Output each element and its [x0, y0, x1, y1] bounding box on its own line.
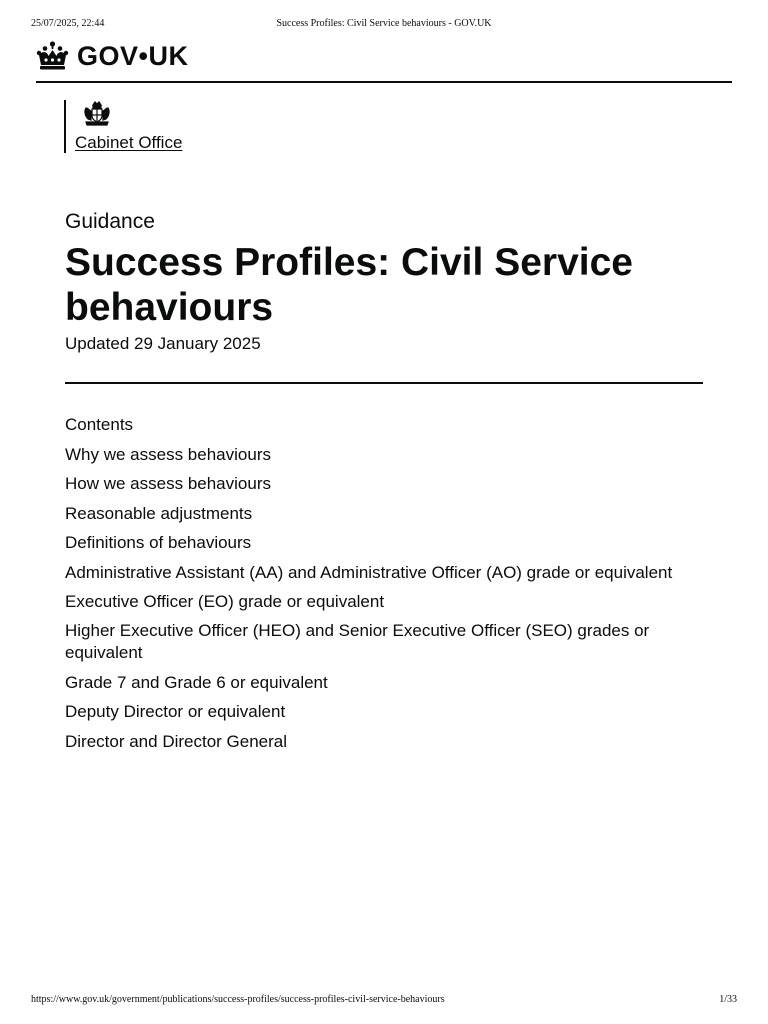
contents-link-heo-seo[interactable]: Higher Executive Officer (HEO) and Senior Executive Officer (SEO) grades or equivalent — [65, 621, 650, 663]
contents-item — [65, 532, 685, 554]
contents-link-director-general[interactable]: Director and Director General — [65, 731, 288, 751]
govuk-logo-link[interactable] — [36, 40, 188, 72]
contents-link-aa-ao[interactable]: Administrative Assistant (AA) and Administrative Officer (AO) grade or equivalent — [65, 562, 673, 582]
contents-link-why-we-assess[interactable]: Why we assess behaviours — [65, 445, 271, 464]
contents-list — [65, 444, 685, 760]
contents-item — [65, 503, 685, 525]
organisation-link[interactable]: Cabinet Office — [75, 133, 183, 152]
contents-link-deputy-director[interactable]: Deputy Director or equivalent — [65, 702, 286, 722]
print-url: https://www.gov.uk/government/publications/success-profiles/success-profiles-civil-service-behaviours — [31, 994, 445, 1005]
contents-link-definitions[interactable]: Definitions of behaviours — [65, 533, 252, 553]
royal-coat-of-arms-icon — [83, 100, 182, 132]
print-header — [31, 17, 737, 31]
print-page-title: Success Profiles: Civil Service behaviours - GOV.UK — [276, 18, 492, 29]
page-title: Success Profiles: Civil Service behaviours — [65, 241, 633, 329]
govuk-logotype: GOV•UK — [77, 41, 189, 71]
organisation-logo[interactable] — [64, 100, 182, 153]
print-date: 25/07/2025, 22:44 — [31, 18, 105, 29]
contents-link-reasonable-adjustments[interactable]: Reasonable adjustments — [65, 503, 253, 523]
contents-item — [65, 473, 685, 495]
print-footer — [31, 993, 737, 1007]
title-divider — [65, 382, 703, 384]
contents-link-how-we-assess[interactable]: How we assess behaviours — [65, 474, 271, 494]
header-divider — [36, 81, 732, 83]
contents-item — [65, 620, 685, 664]
contents-link-grade-7-6[interactable]: Grade 7 and Grade 6 or equivalent — [65, 672, 328, 692]
contents-link-eo[interactable]: Executive Officer (EO) grade or equivalent — [65, 591, 385, 611]
contents-item — [65, 591, 685, 613]
contents-heading: Contents — [65, 415, 134, 434]
contents-item — [65, 444, 685, 466]
updated-date: Updated 29 January 2025 — [65, 334, 261, 353]
contents-item — [65, 562, 685, 584]
contents-item — [65, 672, 685, 694]
contents-item — [65, 701, 685, 723]
print-page-number: 1/33 — [719, 994, 737, 1005]
crown-icon — [36, 41, 69, 71]
contents-item — [65, 731, 685, 753]
document-type-caption: Guidance — [65, 210, 155, 233]
